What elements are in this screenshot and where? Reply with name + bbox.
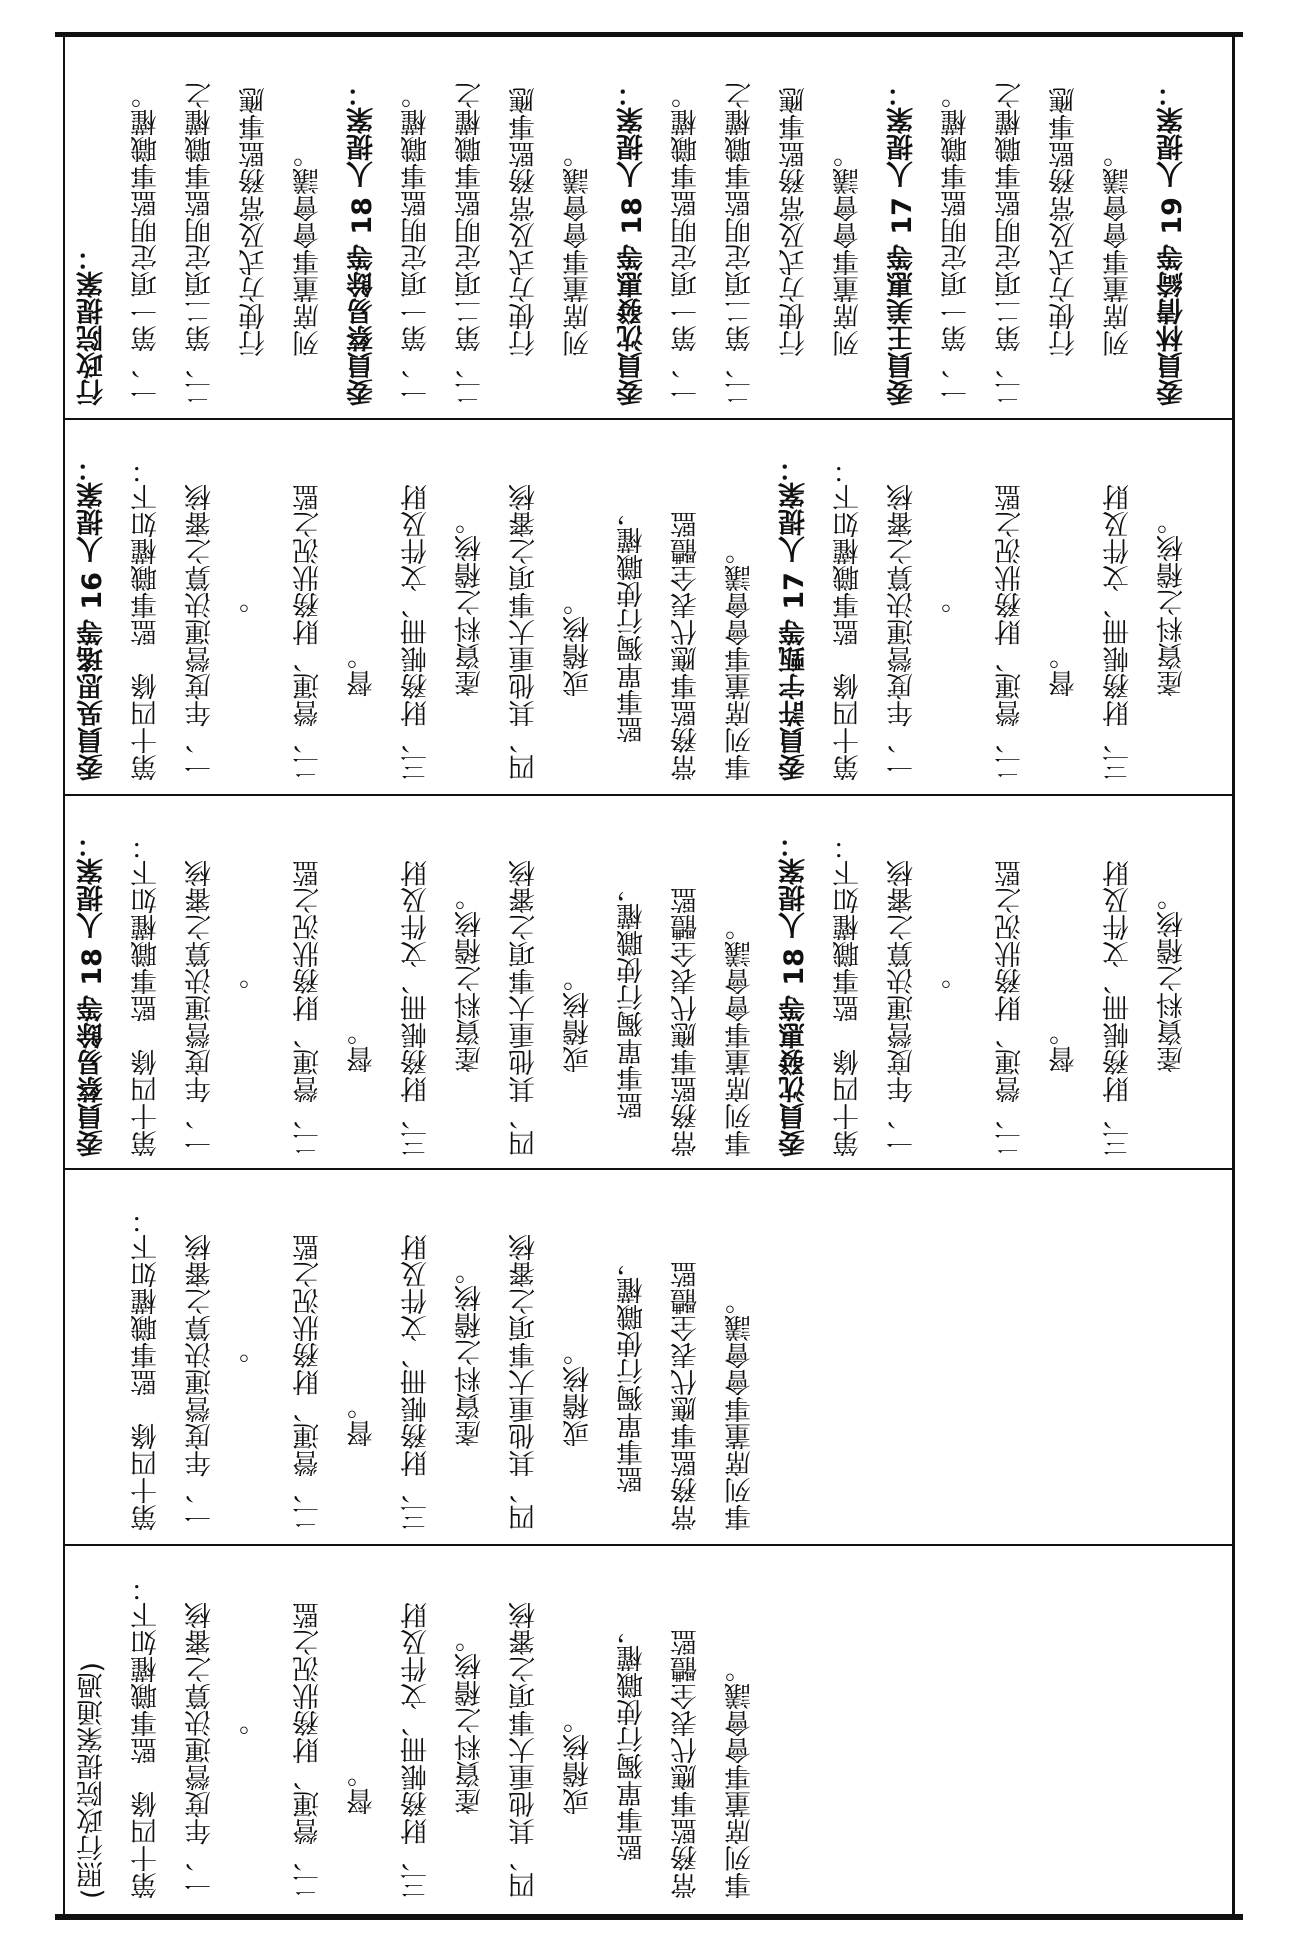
text-line: 督。 [1049,1019,1080,1074]
text-line: 一、年度營運決算之審核 [185,1234,216,1531]
text-line: 監事單獨行使職權， [617,1250,648,1494]
text-line: 常務監事應代表全體監 [671,511,702,781]
text-line: 一、第一項定明監事職權。 [401,82,432,406]
text-line: 第十四條 監事職權如下： [131,457,162,781]
text-line: 督。 [347,1761,378,1816]
text-line: 第十四條 監事職權如下： [833,833,864,1157]
text-line: 第十四條 監事職權如下： [131,1207,162,1531]
table-top-rule [55,32,1243,37]
text-line: 四、其他重大事項之審核 [509,1234,540,1531]
text-line: 事列席董事會會議。 [725,1656,756,1899]
text-line: 監事單獨行使職權， [617,876,648,1120]
text-line [66,1171,120,1531]
text-line: 監事單獨行使職權， [617,1618,648,1862]
text-line: 或稽核。 [563,589,594,698]
text-line: 一、年度營運決算之審核 [887,484,918,781]
text-line: 第十四條 監事職權如下： [131,833,162,1157]
text-line: 二、第二項定明監事職權之 [725,82,756,406]
text-line: 行使方式及常務監事應 [779,87,810,358]
proposal-heading: 委員沈發惠等 18 人提案： [617,79,648,406]
text-line: 行使方式及常務監事應 [1049,87,1080,358]
text-line: 一、年度營運決算之審核 [185,484,216,781]
text-line: 列席董事會會議。 [293,141,324,358]
text-line: 。 [941,587,972,615]
text-line: 或稽核。 [563,1707,594,1816]
text-line: 督。 [347,643,378,698]
text-line: 一、第一項定明監事職權。 [941,82,972,406]
text-line: 監事單獨行使職權， [617,500,648,744]
column-divider [63,418,1235,420]
column-explanations [66,38,1232,406]
text-line: 行使方式及常務監事應 [509,87,540,358]
text-line: 三、財務帳冊、文件及財 [401,1234,432,1531]
text-line: 產資料之稽核。 [1157,508,1188,698]
text-line: (照行政院提案通過) [77,1661,108,1899]
text-line: 二、第二項定明監事職權之 [455,82,486,406]
text-line: 第十四條 監事職權如下： [833,457,864,781]
text-line: 三、財務帳冊、文件及財 [401,484,432,781]
table-right-rule [1232,34,1235,1917]
proposal-heading: 行政院提案： [77,244,108,406]
text-line: 三、財務帳冊、文件及財 [401,860,432,1157]
text-line: 常務監事應代表全體監 [671,1629,702,1899]
text-line: 。 [239,1709,270,1737]
text-line: 二、第二項定明監事職權之 [995,82,1026,406]
table-left-rule [63,34,65,1917]
text-line: 行使方式及常務監事應 [239,87,270,358]
column-adopted-text [66,1547,1232,1899]
text-line: 事列席董事會會議。 [725,538,756,781]
text-line: 列席董事會會議。 [1103,141,1134,358]
text-line: 事列席董事會會議。 [725,914,756,1157]
text-line: 列席董事會會議。 [563,141,594,358]
column-divider [63,794,1235,796]
text-line: 督。 [347,1393,378,1448]
text-line: 或稽核。 [563,1339,594,1448]
column-divider [63,1168,1235,1170]
proposal-heading: 委員蔡易餘等 18 人提案： [347,79,378,406]
text-line: 。 [239,587,270,615]
text-line: 一、第一項定明監事職權。 [131,82,162,406]
text-line: 三、財務帳冊、文件及財 [1103,860,1134,1157]
text-line: 。 [239,963,270,991]
text-line: 常務監事應代表全體監 [671,1261,702,1531]
text-line: 二、營運、財務狀況之監 [995,484,1026,781]
text-line: 事列席董事會會議。 [725,1288,756,1531]
text-line: 產資料之稽核。 [455,884,486,1074]
text-line: 督。 [1049,643,1080,698]
text-line: 常務監事應代表全體監 [671,887,702,1157]
text-line: 產資料之稽核。 [1157,884,1188,1074]
text-line: 或稽核。 [563,965,594,1074]
text-line: 一、年度營運決算之審核 [185,1602,216,1899]
text-line: 第十四條 監事職權如下： [131,1575,162,1899]
text-line: 二、營運、財務狀況之監 [293,1234,324,1531]
proposal-heading: 委員沈發惠等 18 人提案： [779,830,810,1157]
text-line: 四、其他重大事項之審核 [509,484,540,781]
text-line: 三、財務帳冊、文件及財 [1103,484,1134,781]
column-proposals-b [66,421,1232,781]
text-line: 二、營運、財務狀況之監 [995,860,1026,1157]
text-line: 。 [239,1337,270,1365]
proposal-heading: 委員林倩綺等 19 人提案： [1157,79,1188,406]
text-line: 產資料之稽核。 [455,1626,486,1816]
text-line: 產資料之稽核。 [455,508,486,698]
text-line: 二、營運、財務狀況之監 [293,1602,324,1899]
text-line: 列席董事會會議。 [833,141,864,358]
text-line: 一、年度營運決算之審核 [887,860,918,1157]
proposal-heading: 委員蔡易餘等 18 人提案： [77,830,108,1157]
text-line: 一、年度營運決算之審核 [185,860,216,1157]
text-line: 督。 [347,1019,378,1074]
text-line: 二、營運、財務狀況之監 [293,860,324,1157]
column-proposals-a [66,797,1232,1157]
table-bottom-rule [55,1914,1243,1920]
proposal-heading: 委員許宇甄等 17 人提案： [779,454,810,781]
column-current-text [66,1171,1232,1531]
text-line: 四、其他重大事項之審核 [509,860,540,1157]
column-divider [63,1544,1235,1546]
text-line: 三、財務帳冊、文件及財 [401,1602,432,1899]
text-line: 二、營運、財務狀況之監 [293,484,324,781]
proposal-heading: 委員王美惠等 17 人提案： [887,79,918,406]
text-line: 二、第二項定明監事職權之 [185,82,216,406]
text-line: 產資料之稽核。 [455,1258,486,1448]
text-line: 四、其他重大事項之審核 [509,1602,540,1899]
text-line: 。 [941,963,972,991]
proposal-heading: 委員吳思瑤等 16 人提案： [77,454,108,781]
text-line: 一、第一項定明監事職權。 [671,82,702,406]
